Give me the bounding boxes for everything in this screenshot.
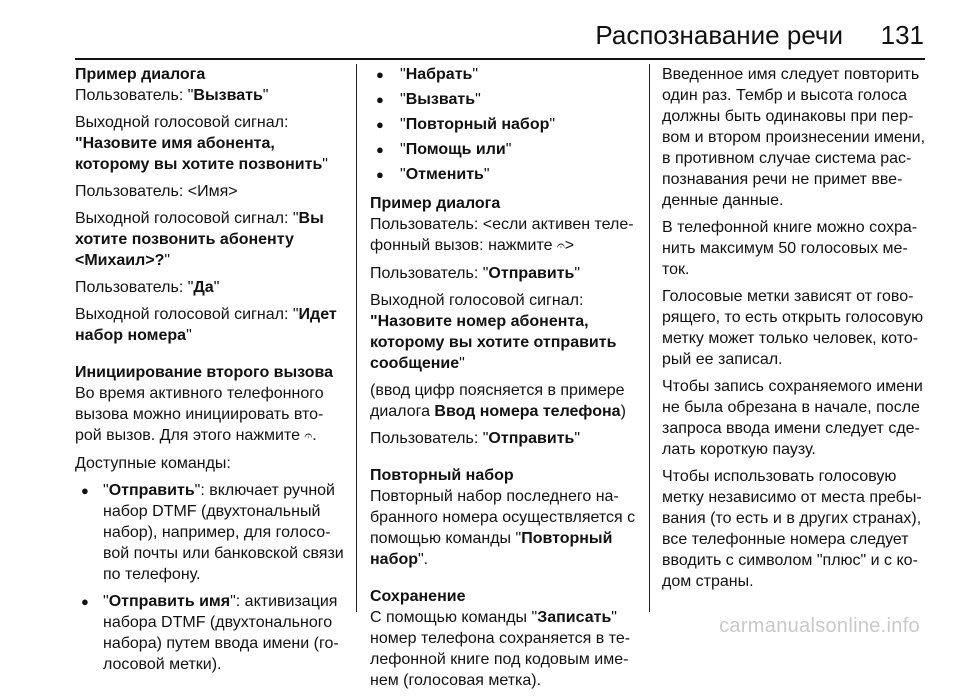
user-line-yes: Пользователь: "Да" [75,279,220,296]
commands-list [75,480,347,675]
heading-redial: Повторный набор [370,467,514,484]
list-item: ● "Набрать" [370,62,638,87]
header-rule [75,58,925,60]
list-item: ● "Вызвать" [370,87,638,112]
paragraph-pause: Чтобы запись сохраняемого имени не была обрезана в начале, после запроса ввода имени следует сде-лать короткую паузу. [662,378,923,458]
page-title: Распознавание речи [595,20,843,50]
digit-entry-note: (ввод цифр поясняется в примере диалога Ввод номера телефона) [370,382,626,420]
commands-list-2 [370,62,638,187]
column-2 [370,64,638,697]
paragraph-second-call: Во время активного телефонного вызова можно инициировать вто-рой вызов. Для этого нажмите 𝄐. [75,385,324,444]
phone-button-icon: 𝄐 [304,428,313,444]
heading-dialog-example-1: Пример диалога [75,66,206,83]
watermark: carmanualsonline.info [719,615,920,637]
paragraph-repeat-name: Введенное имя следует повторить один раз. Тембр и высота голоса должны быть одинаковы при пер-вом и втором произнесении имени, в противном случае система рас-познавания речи не примет вве-денные данные. [662,66,926,209]
page-number: 131 [880,20,924,50]
user-line-call: Пользователь: "Вызвать" [75,87,269,104]
list-item: ● "Повторный набор" [370,112,638,137]
column-divider-2 [649,64,650,612]
user-line-send-2: Пользователь: "Отправить" [370,430,581,447]
list-item: ● "Отменить" [370,162,638,187]
system-line-confirm: Выходной голосовой сигнал: "Вы хотите позвонить абоненту <Михаил>?" [75,210,324,269]
system-line-name-prompt: Выходной голосовой сигнал: "Назовите имя абонента, которому вы хотите позвонить" [75,114,328,173]
column-divider-1 [356,64,357,612]
column-1 [75,64,347,681]
user-line-name: Пользователь: <Имя> [75,183,238,200]
paragraph-max-tags: В телефонной книге можно сохра-нить максимум 50 голосовых ме-ток. [662,219,918,278]
heading-dialog-example-2: Пример диалога [370,195,501,212]
heading-second-call: Инициирование второго вызова [75,364,334,381]
list-item: ● "Отправить": включает ручной набор DTMF (двухтональный набор), например, для голосо-вой почты или банковской связи по телефону. [75,480,347,585]
list-item: ● "Отправить имя": активизация набора DTMF (двухтонального набора) путем ввода имени (го-лосовой метки). [75,591,347,675]
paragraph-country-code: Чтобы использовать голосовую метку независимо от места пребы-вания (то есть и в других странах), все телефонные номера следует вводить с символом "плюс" и с ко-дом страны. [662,468,922,590]
phone-button-icon: 𝄐 [556,238,565,254]
paragraph-redial: Повторный набор последнего на-бранного номера осуществляется с помощью команды "Повторный набор". [370,488,636,568]
column-3 [662,64,930,598]
user-line-send: Пользователь: "Отправить" [370,265,581,282]
page-header [0,0,960,64]
heading-save: Сохранение [370,588,466,605]
list-item: ● "Помощь или" [370,137,638,162]
paragraph-speaker-dependent: Голосовые метки зависят от гово-рящего, то есть открыть голосовую метку может только человек, кото-рый ее записал. [662,288,924,368]
commands-label: Доступные команды: [75,455,231,472]
user-line-active-call: Пользователь: <если активен теле-фонный вызов: нажмите 𝄐> [370,216,634,254]
system-line-number-prompt: Выходной голосовой сигнал: "Назовите номер абонента, которому вы хотите отправить сообщение" [370,292,617,372]
paragraph-save: С помощью команды "Записать" номер телефона сохраняется в те-лефонной книге под кодовым име-нем (голосовая метка). [370,609,631,689]
system-line-dialing: Выходной голосовой сигнал: "Идет набор номера" [75,306,337,344]
